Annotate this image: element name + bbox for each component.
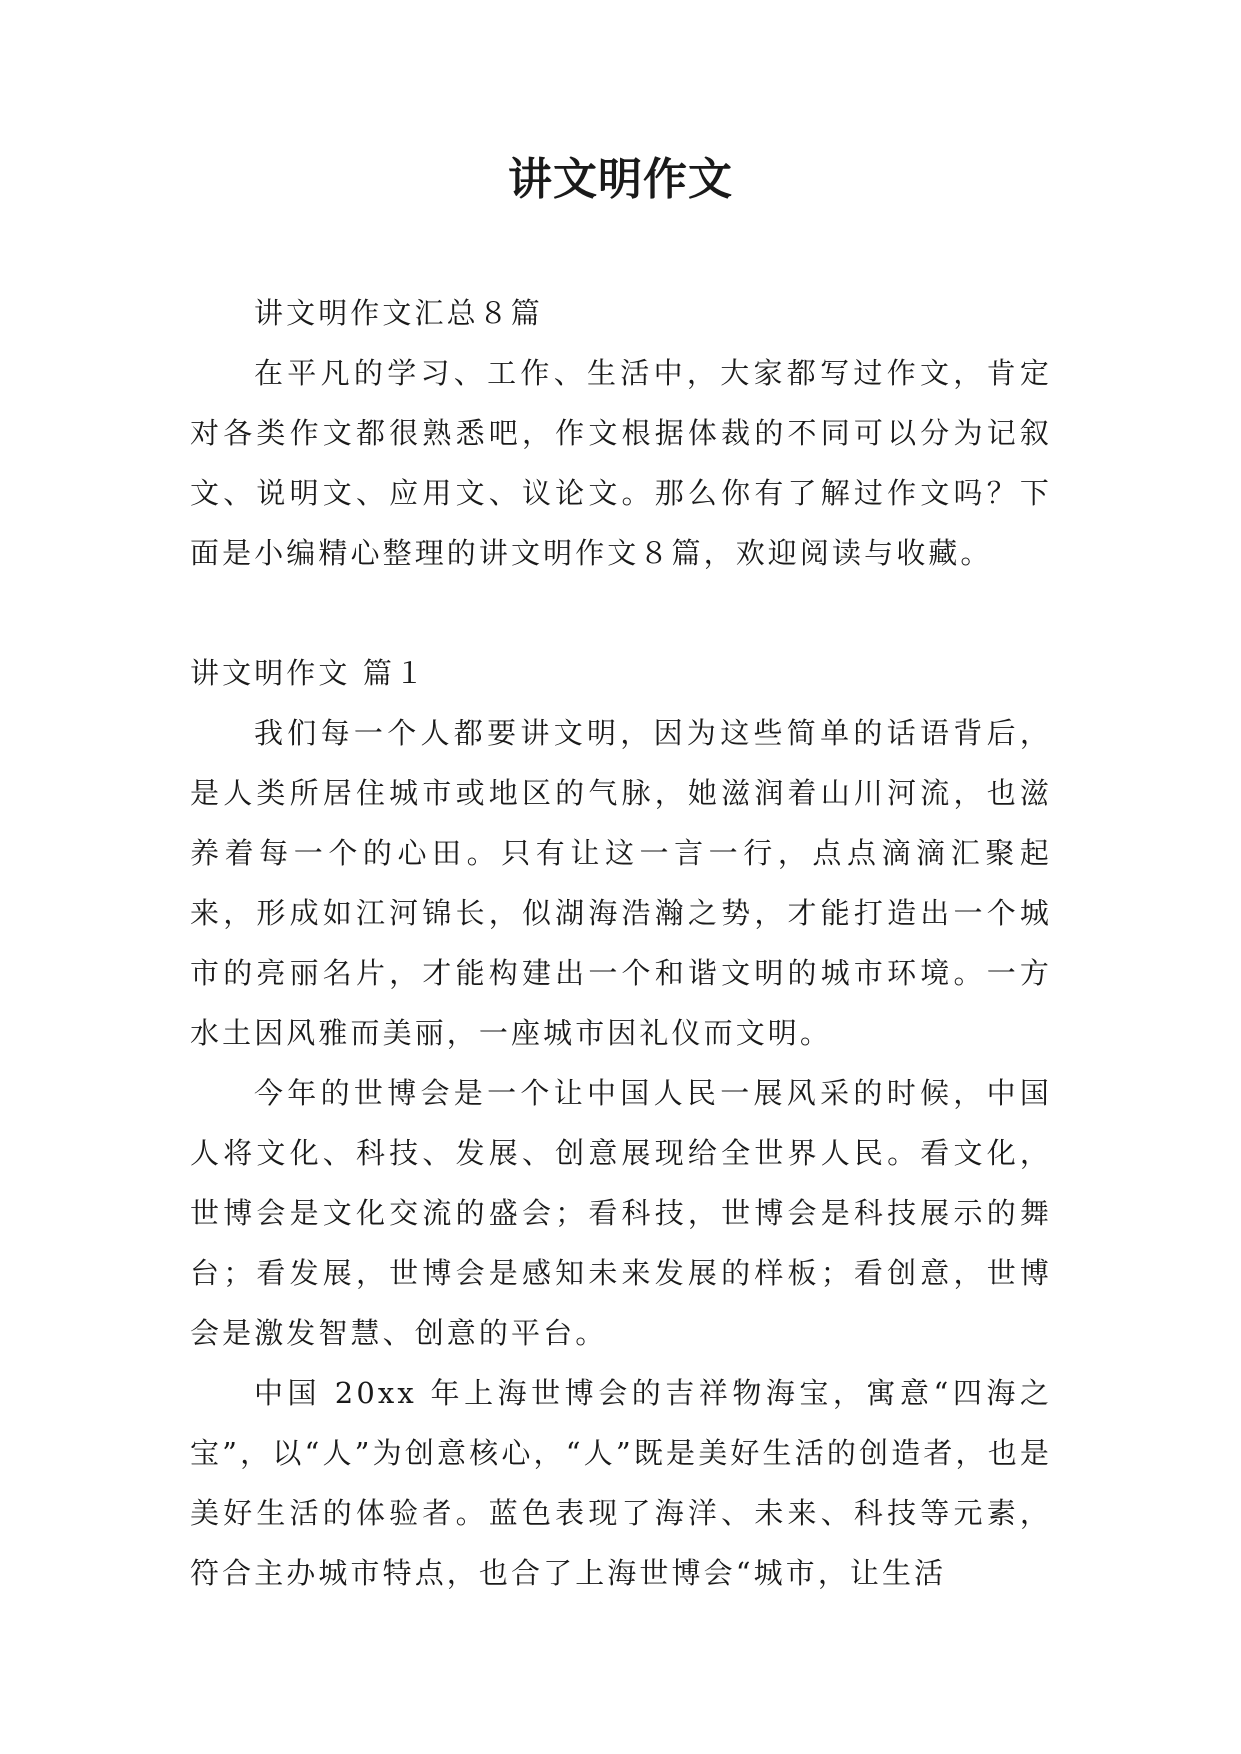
intro-paragraph: 在平凡的学习、工作、生活中，大家都写过作文，肯定对各类作文都很熟悉吧，作文根据体裁的不同可以分为记叙文、说明文、应用文、议论文。那么你有了解过作文吗？下面是小编精心整理的讲文明作文８篇，欢迎阅读与收藏。	[190, 356, 1052, 570]
document-title: 讲文明作文	[508, 154, 733, 205]
document-body	[190, 283, 1052, 1603]
body-paragraph-2: 今年的世博会是一个让中国人民一展风采的时候，中国人将文化、科技、发展、创意展现给全世界人民。看文化，世博会是文化交流的盛会；看科技，世博会是科技展示的舞台；看发展，世博会是感知未来发展的样板；看创意，世博会是激发智慧、创意的平台。	[190, 1076, 1052, 1350]
body-paragraph-3: 中国 20xx 年上海世博会的吉祥物海宝，寓意“四海之宝”，以“人”为创意核心，“人”既是美好生活的创造者，也是美好生活的体验者。蓝色表现了海洋、未来、科技等元素，符合主办城市特点，也合了上海世博会“城市，让生活	[190, 1376, 1052, 1590]
document-subtitle: 讲文明作文汇总８篇	[254, 296, 543, 330]
body-paragraph-1: 我们每一个人都要讲文明，因为这些简单的话语背后，是人类所居住城市或地区的气脉，她滋润着山川河流，也滋养着每一个的心田。只有让这一言一行，点点滴滴汇聚起来，形成如江河锦长，似湖海浩瀚之势，才能打造出一个城市的亮丽名片，才能构建出一个和谐文明的城市环境。一方水土因风雅而美丽，一座城市因礼仪而文明。	[190, 716, 1052, 1050]
section-heading: 讲文明作文 篇１	[190, 656, 428, 690]
